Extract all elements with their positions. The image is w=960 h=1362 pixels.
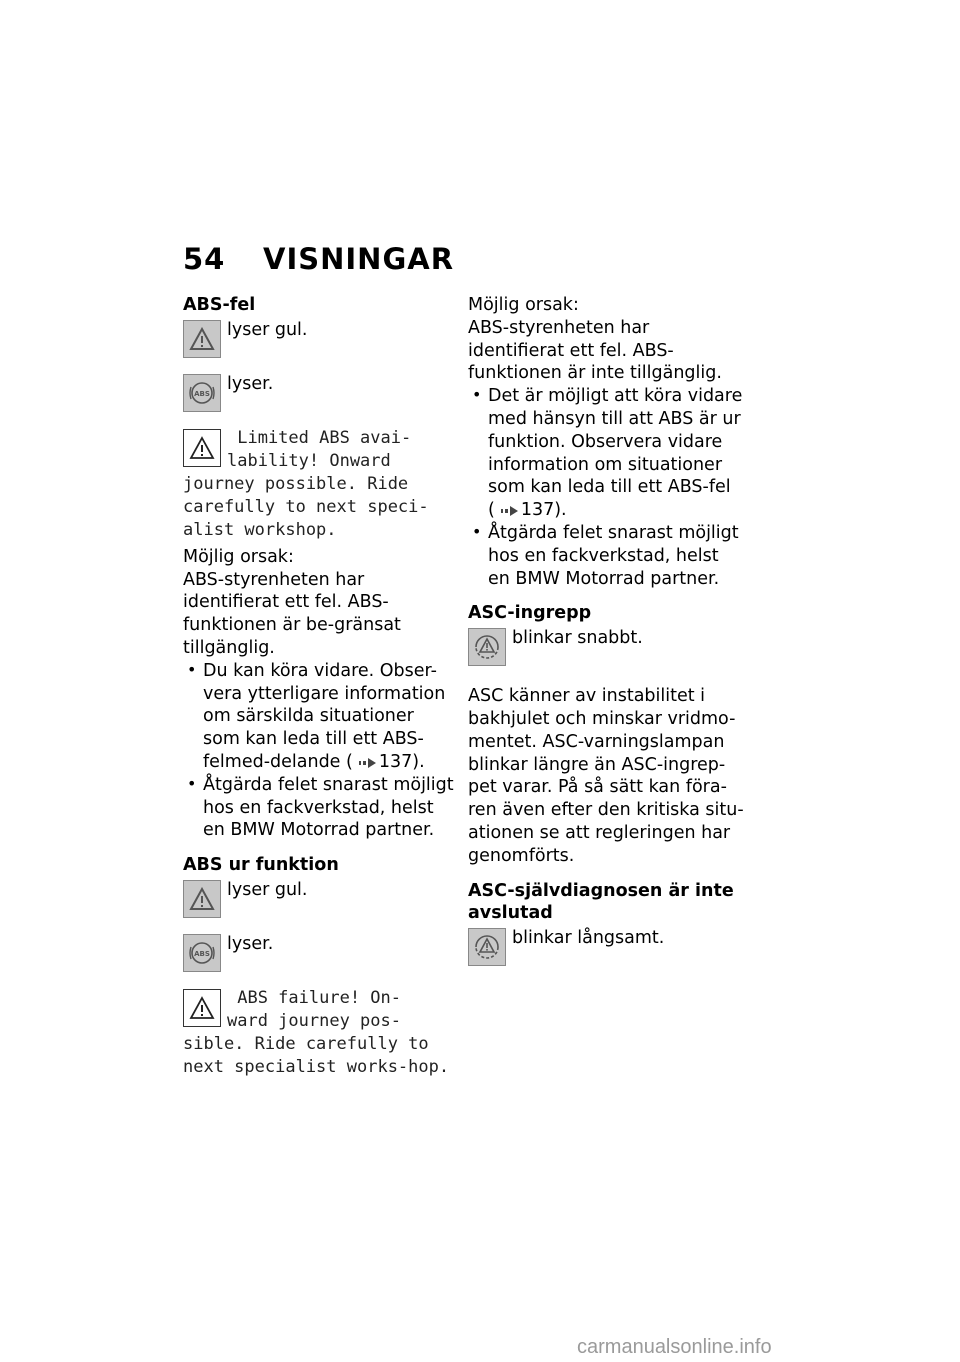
lamp-description: blinkar långsamt. [512,928,665,949]
lamp-description: blinkar snabbt. [512,628,643,649]
left-column [183,294,455,1079]
section-title-abs-ur-funktion: ABS ur funktion [183,855,339,876]
lamp-description: lyser gul. [227,879,308,900]
list-item: • Åtgärda felet snarast möjligt hos en fackverkstad, helst en BMW Motorrad partner. [468,522,744,590]
list-item [468,385,744,522]
lamp-row-asc [468,927,744,973]
page-reference-number: 137). [520,500,567,521]
page-title: VISNINGAR [263,242,455,276]
watermark[interactable]: carmanualsonline.info [577,1336,772,1358]
right-column [468,294,744,981]
cause-label: Möjlig orsak: [183,546,294,567]
display-message-block [183,427,455,542]
display-message-rest: sible. Ride carefully to next specialist works-hop. [183,1033,450,1077]
section-title-asc-ingrepp: ASC-ingrepp [468,603,592,624]
lamp-description: lyser. [227,933,274,954]
display-warning-icon [183,989,221,1027]
page-reference-number: 137). [378,751,425,772]
cause-label: Möjlig orsak: [468,295,579,315]
bullet-list [183,660,455,842]
asc-body-text: ASC känner av instabilitet i bakhjulet och minskar vridmo-mentet. ASC-varningslampan blinkar längre än ASC-ingrep-pet varar. På så sätt kan föra-ren även efter den kritiska situ-ationen se att regleringen har genomförts. [468,686,744,866]
lamp-description: lyser gul. [227,319,308,340]
lamp-row-abs [183,933,455,979]
abs-lamp-icon [183,374,221,412]
display-warning-icon [183,429,221,467]
page-reference-arrow-icon [501,505,519,517]
section-title-asc-diagnos: ASC-självdiagnosen är inte avslutad [468,880,734,924]
display-message-line-2: lability! Onward [227,450,391,471]
section-title-abs-fel: ABS-fel [183,295,256,315]
list-item [183,660,455,774]
lamp-row-warning [183,879,455,925]
page-number: 54 [183,242,226,276]
asc-lamp-icon [468,928,506,966]
cause-text: ABS-styrenheten har identifierat ett fel. ABS-funktionen är be-gränsat tillgänglig. [183,569,401,658]
lamp-row-asc [468,627,744,673]
warning-triangle-lamp-icon [183,320,221,358]
lamp-row-abs [183,373,455,419]
display-message-block [183,987,455,1079]
abs-lamp-icon [183,934,221,972]
display-message-line-1: ABS failure! On- [227,987,401,1008]
page-reference[interactable]: ( 137). [488,500,567,521]
page-reference[interactable]: ( 137). [346,751,425,772]
bullet-list [468,385,744,590]
lamp-description: lyser. [227,373,274,394]
display-message-line-1: Limited ABS avai- [227,427,412,448]
display-message-line-2: ward journey pos- [227,1010,401,1031]
page-header [183,242,454,276]
svg-text:ABS: ABS [194,949,210,958]
svg-text:ABS: ABS [194,389,210,398]
cause-text: ABS-styrenheten har identifierat ett fel. ABS-funktionen är inte tillgänglig. [468,317,722,384]
asc-lamp-icon [468,628,506,666]
lamp-row-warning [183,319,455,365]
display-message-rest: journey possible. Ride carefully to next speci-alist workshop. [183,473,429,540]
list-item: • Åtgärda felet snarast möjligt hos en fackverkstad, helst en BMW Motorrad partner. [183,774,455,842]
bullet-text: Det är möjligt att köra vidare med hänsyn till att ABS är ur funktion. Observera vidare information om situationer som kan leda till ett ABS-fel [488,386,743,498]
bullet-text: Du kan köra vidare. Obser-vera ytterligare information om särskilda situationer som kan leda till ett ABS-felmed-delande [203,660,446,772]
page-reference-arrow-icon [359,757,377,769]
warning-triangle-lamp-icon [183,880,221,918]
